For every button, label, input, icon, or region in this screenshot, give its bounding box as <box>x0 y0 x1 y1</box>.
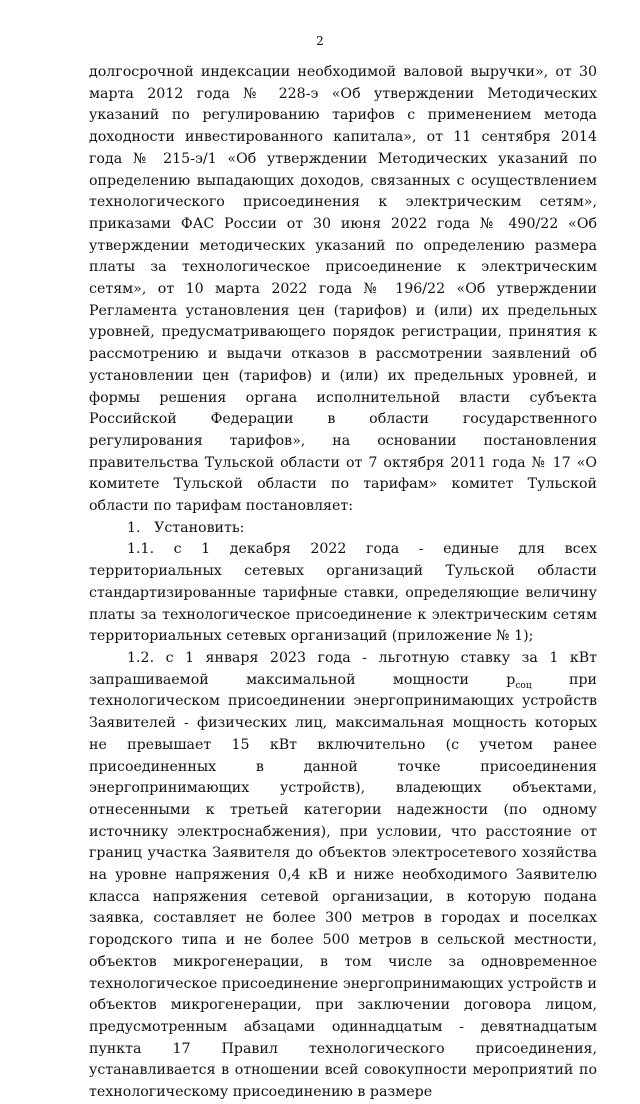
clause-1-1: 1.1. с 1 декабря 2022 года - единые для всех территориальных сетевых организаций Тульской области стандартизированные тарифные ставки, определяющие величину платы за технологическое присоединение к электрическим сетям территориальных сетевых организаций (приложение № 1); <box>89 541 597 645</box>
clause-1: 1. Установить: <box>127 519 245 536</box>
preamble-paragraph: долгосрочной индексации необходимой валовой выручки», от 30 марта 2012 года № 228-э «Об утверждении Методических указаний по регулированию тарифов с применением метода доходности инвестированного капитала», от 11 сентября 2014 года № 215-э/1 «Об утверждении Методических указаний по определению выпадающих доходов, связанных с осуществлением технологического присоединения к электрическим сетям», приказами ФАС России от 30 июня 2022 года № 490/22 «Об утверждении методических указаний по определению размера платы за технологическое присоединение к электрическим сетям», от 10 марта 2022 года № 196/22 «Об утверждении Регламента установления цен (тарифов) и (или) их предельных уровней, предусматривающего порядок регистрации, принятия к рассмотрению и выдачи отказов в рассмотрении заявлений об установлении цен (тарифов) и (или) их предельных уровней, и формы решения органа исполнительной власти субъекта Российской Федерации в области государственного регулирования тарифов», на основании постановления правительства Тульской области от 7 октября 2011 года № 17 «О комитете Тульской области по тарифам» комитет Тульской области по тарифам постановляет: <box>89 64 597 515</box>
clause-1-2 <box>89 648 597 1104</box>
clause-1-2-rest: при технологическом присоединении энергопринимающих устройств Заявителей - физических лиц, максимальная мощность которых не превышает 15 кВт включительно (с учетом ранее присоединенных в данной точке присоединения энергопринимающих устройств), владеющих объектами, отнесенными к третьей категории надежности (по одному источнику электроснабжения), при условии, что расстояние от границ участка Заявителя до объектов электросетевого хозяйства на уровне напряжения 0,4 кВ и ниже необходимого Заявителю класса напряжения сетевой организации, в которую подана заявка, составляет не более 300 метров в городах и поселках городского типа и не более 500 метров в сельской местности, объектов микрогенерации, в том числе за одновременное технологическое присоединение энергопринимающих устройств и объектов микрогенерации, при заключении договора лицом, предусмотренным абзацами одиннадцатым - девятнадцатым пункта 17 Правил технологического присоединения, устанавливается в отношении всей совокупности мероприятий по технологическому присоединению в размере <box>89 671 597 1101</box>
subscript-soc: соц <box>515 680 532 691</box>
clause-1-2-start: 1.2. с 1 января 2023 года - льготную ставку за 1 кВт запрашиваемой максимальной мощности р <box>89 649 597 688</box>
page-number: 2 <box>316 34 324 48</box>
document-body <box>89 62 597 1104</box>
